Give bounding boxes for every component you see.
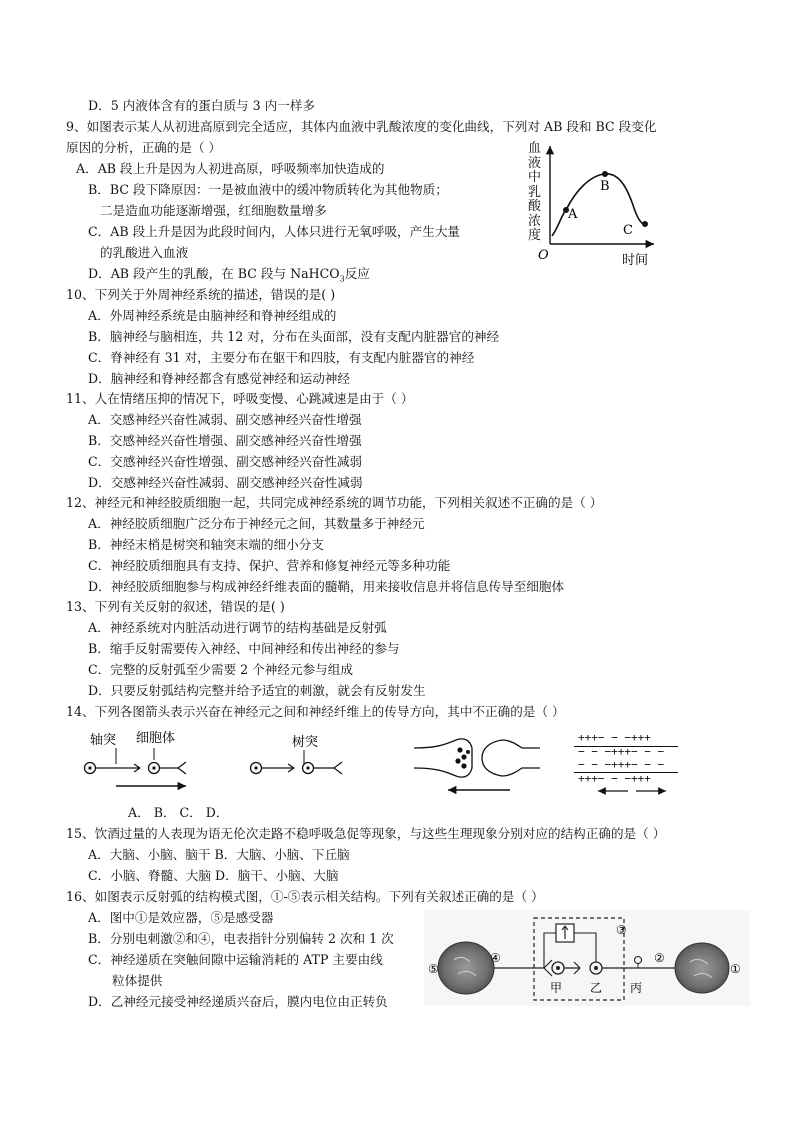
q10-stem: 10、下列关于外周神经系统的描述，错误的是( ) [66, 287, 336, 302]
q15-options-ab: A．大脑、小脑、脑干 B．大脑、小脑、下丘脑 [88, 847, 350, 862]
q9-option-c-line2: 的乳酸进入血液 [100, 245, 189, 260]
q12-option-d: D．神经胶质细胞参与构成神经纤维表面的髓鞘，用来接收信息并将信息传导至细胞体 [88, 579, 565, 594]
q14-figure-c-synapse [410, 730, 546, 798]
q14-label-dendrite: 树突 [292, 735, 319, 750]
q9-option-c-line1: C．AB 段上升是因为此段时间内，人体只进行无氧呼吸，产生大量 [88, 224, 461, 239]
q9-option-d-subscript: 3 [339, 274, 345, 284]
q9-option-a: A．AB 段上升是因为人初进高原，呼吸频率加快造成的 [76, 161, 385, 176]
q14-label-soma: 细胞体 [136, 731, 176, 746]
q11-option-a: A．交感神经兴奋性减弱、副交感神经兴奋性增强 [88, 412, 362, 427]
q16-label-4: ④ [490, 951, 501, 965]
q16-label-1: ① [730, 962, 741, 976]
q12-option-b: B．神经末梢是树突和轴突末端的细小分支 [88, 537, 324, 552]
q16-label-bing: 丙 [630, 981, 643, 995]
q14-d-row2: − − −+++− − − [578, 745, 665, 758]
graph-point-b [602, 171, 608, 177]
q10-option-c: C．脊神经有 31 对，主要分布在躯干和四肢，有支配内脏器官的神经 [88, 350, 475, 365]
q13-option-c: C．完整的反射弧至少需要 2 个神经元参与组成 [88, 662, 353, 677]
q16-option-d: D．乙神经元接受神经递质兴奋后，膜内电位由正转负 [88, 994, 388, 1009]
graph-label-c: C [623, 223, 633, 238]
q9-option-b-line2: 二是造血功能逐渐增强，红细胞数量增多 [100, 203, 327, 218]
q12-stem: 12、神经元和神经胶质细胞一起，共同完成神经系统的调节功能，下列相关叙述不正确的是（ ） [66, 495, 603, 510]
q14-d-row1: +++− − −+++ [578, 731, 651, 744]
q12-option-c: C．神经胶质细胞具有支持、保护、营养和修复神经元等多种功能 [88, 558, 451, 573]
q14-figure-d-nerve-fiber [574, 732, 684, 794]
q14-options: A． B． C． D． [128, 805, 229, 820]
q9-stem-line1: 9、如图表示某人从初进高原到完全适应，其体内血液中乳酸浓度的变化曲线，下列对 AB 段和 BC 段变化 [66, 119, 657, 134]
q9-option-b-line1: B．BC 段下降原因：一是被血液中的缓冲物质转化为其他物质； [88, 182, 448, 197]
graph-label-b: B [600, 179, 610, 194]
q9-option-d [88, 266, 370, 288]
q13-stem: 13、下列有关反射的叙述，错误的是( ) [66, 599, 285, 614]
q16-label-5: ⑤ [428, 962, 439, 976]
q15-options-cd: C．小脑、脊髓、大脑 D．脑干、小脑、大脑 [88, 868, 339, 883]
graph-label-a: A [568, 207, 578, 222]
q16-label-jia: 甲 [550, 981, 563, 995]
q14-d-row3: − − −+++− − − [578, 758, 665, 771]
q16-stem: 16、如图表示反射弧的结构模式图，①-⑤表示相关结构。下列有关叙述正确的是（ ） [66, 889, 544, 904]
q11-stem: 11、人在情绪压抑的情况下，呼吸变慢、心跳减速是由于（ ） [66, 391, 414, 406]
q16-option-a: A．图中①是效应器，⑤是感受器 [88, 910, 274, 925]
q16-option-b: B．分别电刺激②和④，电表指针分别偏转 2 次和 1 次 [88, 931, 394, 946]
q15-stem: 15、饮酒过量的人表现为语无伦次走路不稳呼吸急促等现象，与这些生理现象分别对应的结构正确的是（ ） [66, 826, 666, 841]
q11-option-c: C．交感神经兴奋性增强、副交感神经兴奋性减弱 [88, 454, 363, 469]
q13-option-a: A．神经系统对内脏活动进行调节的结构基础是反射弧 [88, 620, 387, 635]
graph-x-label: 时间 [622, 253, 649, 268]
q11-option-d: D．交感神经兴奋性减弱、副交感神经兴奋性减弱 [88, 475, 363, 490]
graph-origin-label: O [538, 248, 549, 263]
q13-option-b: B．缩手反射需要传入神经、中间神经和传出神经的参与 [88, 641, 400, 656]
q14-stem: 14、下列各图箭头表示兴奋在神经元之间和神经纤维上的传导方向，其中不正确的是（ ） [66, 704, 565, 719]
q13-option-d: D．只要反射弧结构完整并给予适宜的刺激，就会有反射发生 [88, 683, 426, 698]
q14-d-arrows [592, 786, 672, 796]
q16-label-2: ② [654, 951, 665, 965]
q10-option-d: D．脑神经和脊神经都含有感觉神经和运动神经 [88, 371, 350, 386]
q16-label-yi: 乙 [590, 981, 603, 995]
q10-option-a: A．外周神经系统是由脑神经和脊神经组成的 [88, 308, 337, 323]
q14-figure-a [76, 726, 208, 790]
q8-option-d: D．5 内液体含有的蛋白质与 3 内一样多 [88, 98, 316, 113]
q10-option-b: B．脑神经与脑相连，共 12 对，分布在头面部，没有支配内脏器官的神经 [88, 329, 500, 344]
q16-option-c-line2: 粒体提供 [112, 973, 163, 988]
graph-point-c [642, 221, 648, 227]
q9-lactic-acid-graph [528, 138, 664, 272]
q14-label-axon: 轴突 [90, 733, 117, 748]
q9-option-d-tail: 反应 [344, 266, 370, 281]
q12-option-a: A．神经胶质细胞广泛分布于神经元之间，其数量多于神经元 [88, 516, 425, 531]
q16-tissue-left [438, 942, 494, 994]
q14-d-row4: +++− − −+++ [578, 772, 651, 785]
graph-y-label: 血液中乳酸浓度 [528, 141, 542, 243]
q16-label-3: ③ [616, 923, 627, 937]
q16-option-c-line1: C．神经递质在突触间隙中运输消耗的 ATP 主要由线 [88, 952, 383, 967]
q11-option-b: B．交感神经兴奋性增强、副交感神经兴奋性增强 [88, 433, 362, 448]
q16-tissue-right [675, 943, 729, 993]
q14-figure-b [236, 730, 356, 784]
q9-option-d-text: D．AB 段产生的乳酸，在 BC 段与 NaHCO [88, 266, 340, 281]
q9-stem-line2: 原因的分析，正确的是（ ） [66, 140, 222, 155]
q16-reflex-arc-figure [424, 910, 750, 1006]
